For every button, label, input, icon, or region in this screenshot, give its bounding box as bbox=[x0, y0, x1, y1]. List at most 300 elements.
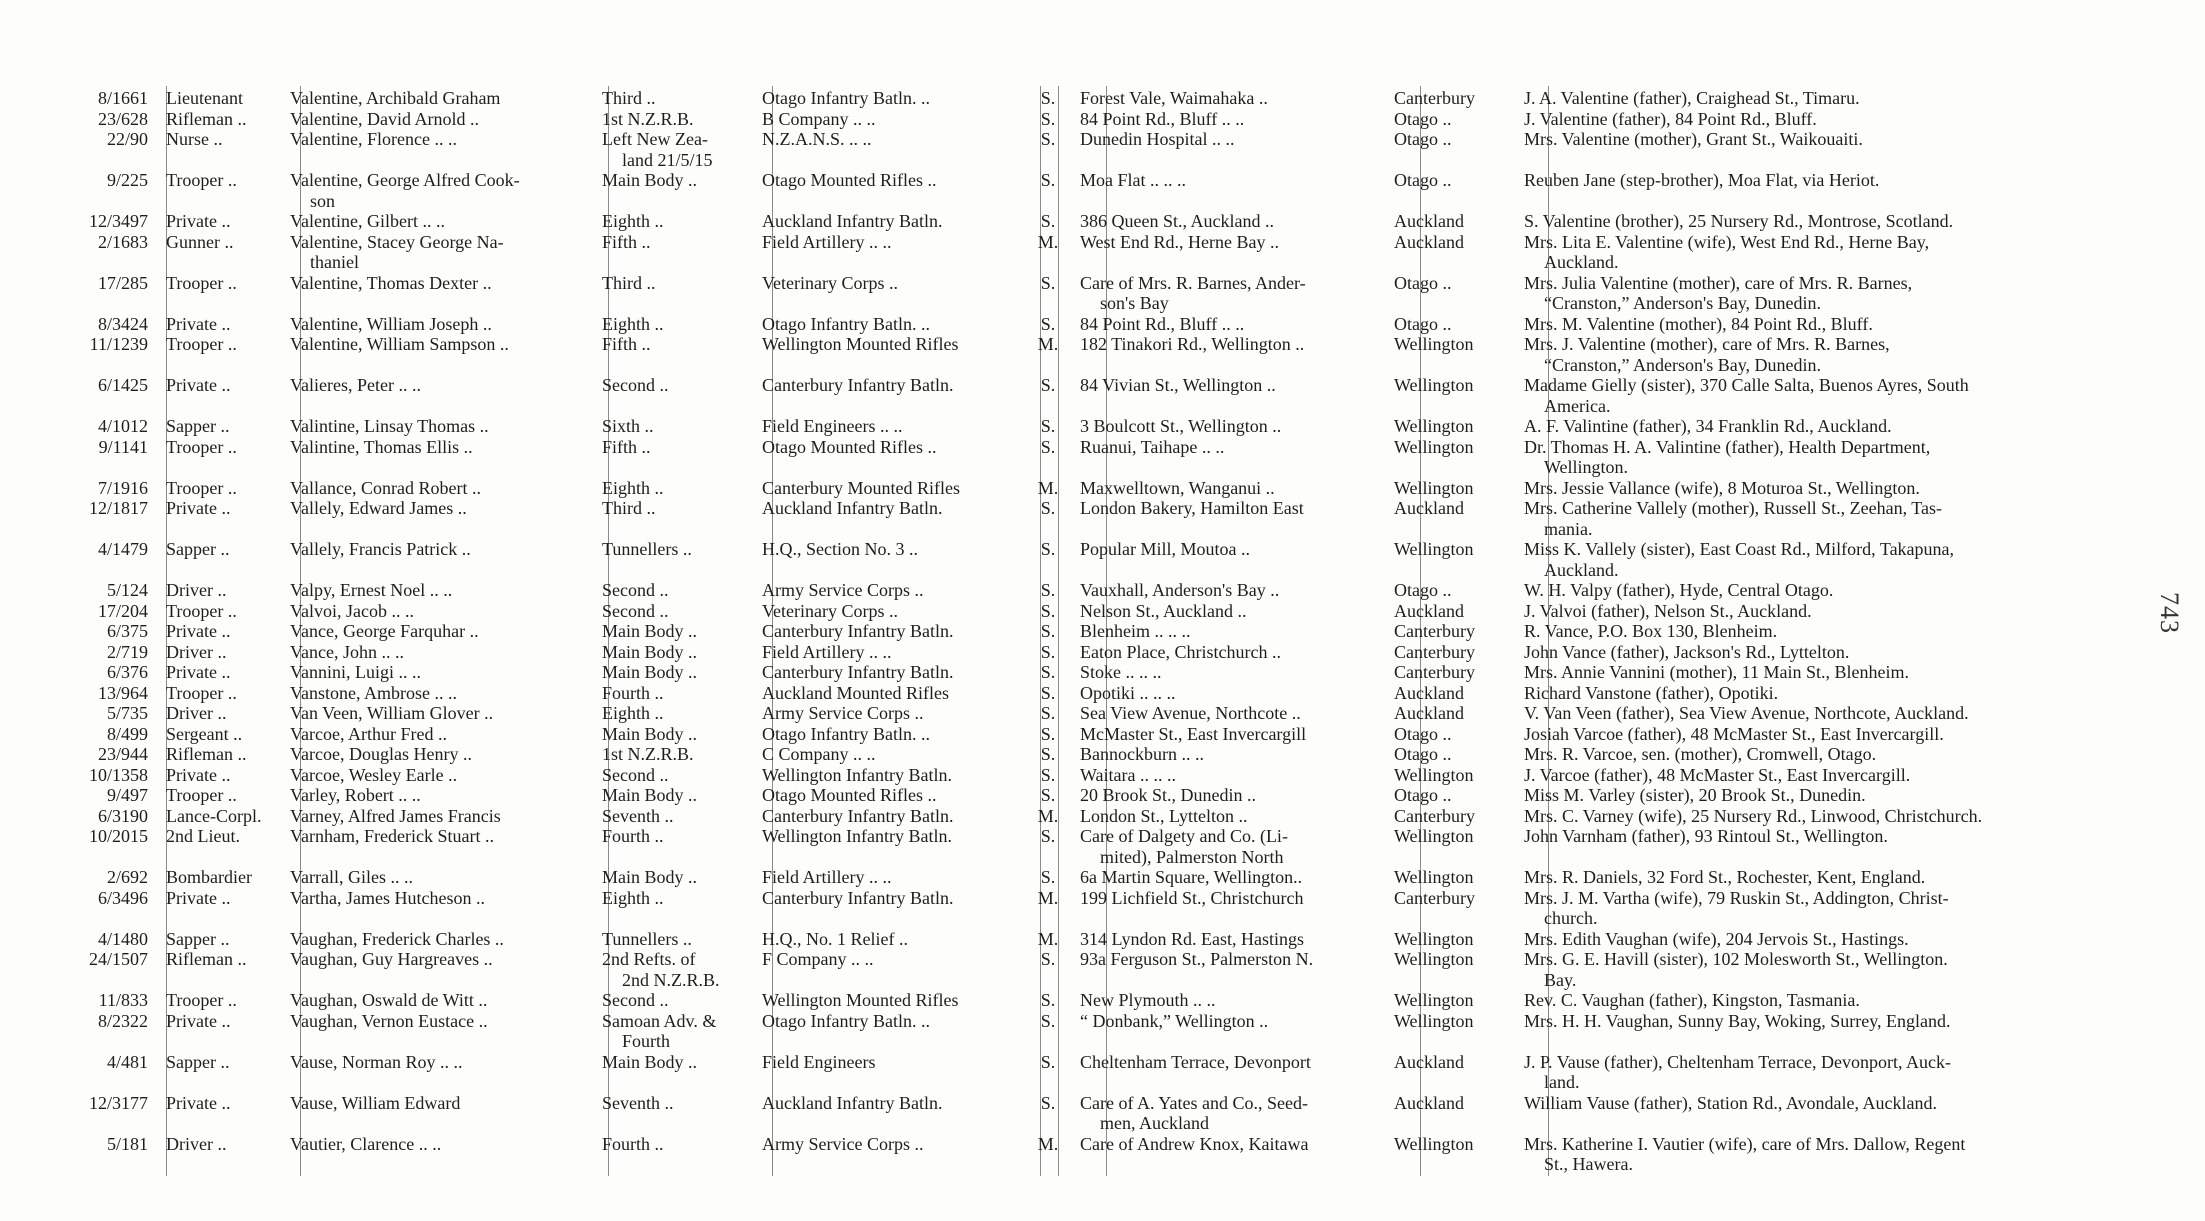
corps bbox=[754, 683, 1022, 704]
corps bbox=[754, 724, 1022, 745]
soldier-name-line: Vaughan, Frederick Charles .. bbox=[290, 928, 504, 949]
last-address bbox=[1072, 929, 1386, 950]
last-address-line: McMaster St., East Invercargill bbox=[1080, 723, 1307, 744]
district: Wellington bbox=[1394, 477, 1474, 498]
last-address-line: Maxwelltown, Wanganui .. bbox=[1080, 477, 1275, 498]
last-address-line: Popular Mill, Moutoa .. bbox=[1080, 539, 1250, 559]
soldier-name bbox=[282, 867, 594, 888]
regimental-number: 22/90 bbox=[106, 129, 148, 149]
district: Otago .. bbox=[1394, 744, 1452, 764]
soldier-name bbox=[282, 314, 594, 335]
table-row bbox=[66, 170, 2086, 211]
next-of-kin bbox=[1516, 785, 2086, 806]
unit-line: Fourth .. bbox=[602, 682, 664, 703]
regimental-number: 6/375 bbox=[106, 621, 148, 641]
regimental-number: 12/1817 bbox=[88, 498, 148, 518]
next-of-kin-line: Auckland. bbox=[1544, 252, 1619, 272]
next-of-kin-line: Rev. C. Vaughan (father), Kingston, Tasmania. bbox=[1524, 990, 1860, 1010]
regimental-number: 24/1507 bbox=[88, 949, 148, 969]
soldier-name bbox=[282, 826, 594, 847]
page-number: 743 bbox=[2155, 592, 2184, 634]
soldier-name-line: Valentine, Thomas Dexter .. bbox=[290, 272, 492, 293]
marital-status: S. bbox=[1040, 498, 1056, 518]
unit bbox=[594, 867, 754, 888]
next-of-kin bbox=[1516, 437, 2086, 478]
unit-line: Main Body .. bbox=[602, 621, 698, 641]
marital-status: S. bbox=[1040, 703, 1056, 723]
regimental-number: 4/1479 bbox=[97, 539, 148, 559]
corps bbox=[754, 109, 1022, 130]
soldier-name bbox=[282, 580, 594, 601]
unit bbox=[594, 1093, 754, 1114]
soldier-name bbox=[282, 703, 594, 724]
unit bbox=[594, 662, 754, 683]
last-address bbox=[1072, 498, 1386, 519]
next-of-kin-line: S. Valentine (brother), 25 Nursery Rd., Montrose, Scotland. bbox=[1524, 211, 1954, 231]
unit bbox=[594, 129, 754, 170]
marital-status: M. bbox=[1037, 805, 1059, 826]
corps bbox=[754, 867, 1022, 888]
marital-status: M. bbox=[1037, 334, 1059, 354]
rank: Trooper .. bbox=[166, 334, 237, 354]
next-of-kin bbox=[1516, 949, 2086, 990]
unit bbox=[594, 949, 754, 990]
last-address bbox=[1072, 765, 1386, 786]
rank: Private .. bbox=[166, 375, 231, 395]
last-address-line: 386 Queen St., Auckland .. bbox=[1080, 211, 1274, 231]
last-address bbox=[1072, 785, 1386, 806]
unit-line: land 21/5/15 bbox=[622, 149, 713, 170]
last-address bbox=[1072, 437, 1386, 458]
next-of-kin bbox=[1516, 683, 2086, 704]
next-of-kin-line: Mrs. Katherine I. Vautier (wife), care of Mrs. Dallow, Regent bbox=[1524, 1133, 1966, 1154]
table-row bbox=[66, 621, 2086, 642]
last-address bbox=[1072, 888, 1386, 909]
next-of-kin bbox=[1516, 826, 2086, 847]
soldier-name-line: Vautier, Clarence .. .. bbox=[290, 1133, 442, 1154]
unit bbox=[594, 539, 754, 560]
table-row bbox=[66, 703, 2086, 724]
district: Canterbury bbox=[1394, 662, 1475, 682]
next-of-kin-line: John Varnham (father), 93 Rintoul St., Wellington. bbox=[1524, 826, 1888, 846]
last-address-line: Eaton Place, Christchurch .. bbox=[1080, 641, 1281, 662]
soldier-name bbox=[282, 990, 594, 1011]
last-address bbox=[1072, 642, 1386, 663]
rank: Trooper .. bbox=[166, 170, 237, 190]
soldier-name bbox=[282, 498, 594, 519]
last-address bbox=[1072, 1134, 1386, 1155]
next-of-kin-line: Mrs. R. Varcoe, sen. (mother), Cromwell, Otago. bbox=[1524, 744, 1877, 764]
rank: Rifleman .. bbox=[166, 108, 247, 129]
soldier-name bbox=[282, 437, 594, 458]
soldier-name bbox=[282, 478, 594, 499]
next-of-kin-line: J. Valvoi (father), Nelson St., Auckland. bbox=[1524, 600, 1812, 621]
corps-line: Canterbury Infantry Batln. bbox=[762, 887, 954, 908]
corps bbox=[754, 744, 1022, 765]
next-of-kin bbox=[1516, 478, 2086, 499]
soldier-name bbox=[282, 683, 594, 704]
next-of-kin bbox=[1516, 601, 2086, 622]
district: Wellington bbox=[1394, 1010, 1474, 1031]
corps-line: Army Service Corps .. bbox=[762, 703, 924, 723]
district: Wellington bbox=[1394, 949, 1474, 969]
last-address bbox=[1072, 990, 1386, 1011]
last-address bbox=[1072, 703, 1386, 724]
last-address bbox=[1072, 478, 1386, 499]
regimental-number: 2/1683 bbox=[97, 231, 148, 252]
regimental-number: 2/692 bbox=[106, 867, 148, 887]
soldier-name-line: Vallely, Edward James .. bbox=[290, 498, 467, 518]
next-of-kin bbox=[1516, 170, 2086, 191]
district: Otago .. bbox=[1394, 580, 1452, 600]
last-address bbox=[1072, 273, 1386, 314]
unit-line: Eighth .. bbox=[602, 477, 664, 498]
next-of-kin bbox=[1516, 724, 2086, 745]
district: Otago .. bbox=[1394, 313, 1452, 334]
rank: Lieutenant bbox=[166, 88, 243, 108]
soldier-name bbox=[282, 785, 594, 806]
next-of-kin bbox=[1516, 129, 2086, 150]
rank: 2nd Lieut. bbox=[166, 826, 240, 846]
last-address bbox=[1072, 601, 1386, 622]
soldier-name-line: Valentine, William Joseph .. bbox=[290, 313, 492, 334]
soldier-name-line: Vance, John .. .. bbox=[290, 641, 404, 662]
corps bbox=[754, 498, 1022, 519]
table-row bbox=[66, 129, 2086, 170]
unit-line: Third .. bbox=[602, 88, 656, 108]
corps-line: Army Service Corps .. bbox=[762, 1133, 924, 1154]
marital-status: S. bbox=[1040, 826, 1056, 846]
unit-line: Main Body .. bbox=[602, 723, 698, 744]
nominal-roll-table bbox=[66, 88, 2086, 1175]
soldier-name-line: Vannini, Luigi .. .. bbox=[290, 662, 421, 682]
unit bbox=[594, 929, 754, 950]
rank: Sapper .. bbox=[166, 928, 230, 949]
marital-status: S. bbox=[1040, 108, 1056, 129]
unit bbox=[594, 478, 754, 499]
regimental-number: 12/3497 bbox=[88, 211, 148, 231]
unit bbox=[594, 683, 754, 704]
regimental-number: 7/1916 bbox=[97, 477, 148, 498]
last-address-line: Care of Andrew Knox, Kaitawa bbox=[1080, 1133, 1309, 1154]
regimental-number: 9/497 bbox=[106, 785, 148, 805]
corps-line: Canterbury Mounted Rifles bbox=[762, 477, 960, 498]
marital-status: M. bbox=[1037, 477, 1059, 498]
next-of-kin-line: Dr. Thomas H. A. Valintine (father), Health Department, bbox=[1524, 436, 1931, 457]
marital-status: S. bbox=[1040, 785, 1056, 805]
regimental-number: 10/2015 bbox=[88, 826, 148, 846]
marital-status: S. bbox=[1040, 88, 1056, 108]
corps-line: Otago Infantry Batln. .. bbox=[762, 1010, 930, 1031]
district: Wellington bbox=[1394, 375, 1474, 395]
unit-line: Tunnellers .. bbox=[602, 928, 692, 949]
corps bbox=[754, 662, 1022, 683]
table-row bbox=[66, 1011, 2086, 1052]
next-of-kin-line: Mrs. M. Valentine (mother), 84 Point Rd., Bluff. bbox=[1524, 313, 1873, 334]
soldier-name bbox=[282, 375, 594, 396]
unit-line: 2nd N.Z.R.B. bbox=[622, 969, 720, 990]
district: Otago .. bbox=[1394, 272, 1452, 293]
regimental-number: 6/3190 bbox=[97, 805, 148, 826]
next-of-kin bbox=[1516, 642, 2086, 663]
corps-line: Field Artillery .. .. bbox=[762, 867, 892, 887]
last-address-line: 84 Point Rd., Bluff .. .. bbox=[1080, 108, 1245, 129]
rank: Trooper .. bbox=[166, 682, 237, 703]
next-of-kin-line: Mrs. C. Varney (wife), 25 Nursery Rd., Linwood, Christchurch. bbox=[1524, 805, 1983, 826]
regimental-number: 23/944 bbox=[97, 744, 148, 764]
next-of-kin-line: Reuben Jane (step-brother), Moa Flat, via Heriot. bbox=[1524, 170, 1880, 190]
unit-line: Eighth .. bbox=[602, 887, 664, 908]
unit-line: Main Body .. bbox=[602, 785, 698, 805]
district: Canterbury bbox=[1394, 887, 1475, 908]
corps-line: Field Engineers .. .. bbox=[762, 416, 903, 436]
next-of-kin bbox=[1516, 1011, 2086, 1032]
table-row bbox=[66, 990, 2086, 1011]
soldier-name-line: Valentine, Archibald Graham bbox=[290, 88, 501, 108]
corps bbox=[754, 929, 1022, 950]
rank: Trooper .. bbox=[166, 477, 237, 498]
unit-line: Main Body .. bbox=[602, 867, 698, 887]
unit-line: Second .. bbox=[602, 990, 669, 1010]
district: Wellington bbox=[1394, 928, 1474, 949]
corps bbox=[754, 806, 1022, 827]
next-of-kin-line: V. Van Veen (father), Sea View Avenue, Northcote, Auckland. bbox=[1524, 703, 1969, 723]
soldier-name bbox=[282, 273, 594, 294]
marital-status: S. bbox=[1040, 682, 1056, 703]
corps bbox=[754, 949, 1022, 970]
soldier-name-line: Varcoe, Wesley Earle .. bbox=[290, 764, 458, 785]
marital-status: S. bbox=[1040, 990, 1056, 1010]
next-of-kin bbox=[1516, 1134, 2086, 1175]
last-address-line: “ Donbank,” Wellington .. bbox=[1080, 1010, 1269, 1031]
unit bbox=[594, 1011, 754, 1052]
rank: Private .. bbox=[166, 498, 231, 518]
rank: Sapper .. bbox=[166, 416, 230, 436]
next-of-kin-line: J. A. Valentine (father), Craighead St., Timaru. bbox=[1524, 88, 1860, 108]
corps-line: Auckland Infantry Batln. bbox=[762, 1092, 943, 1113]
marital-status: S. bbox=[1040, 600, 1056, 621]
corps-line: Otago Infantry Batln. .. bbox=[762, 723, 930, 744]
rank: Trooper .. bbox=[166, 436, 237, 457]
soldier-name-line: Vance, George Farquhar .. bbox=[290, 621, 479, 641]
soldier-name-line: Vaughan, Guy Hargreaves .. bbox=[290, 949, 493, 969]
soldier-name-line: Varney, Alfred James Francis bbox=[290, 805, 501, 826]
soldier-name-line: Vaughan, Oswald de Witt .. bbox=[290, 990, 488, 1010]
table-row bbox=[66, 539, 2086, 580]
marital-status: S. bbox=[1040, 313, 1056, 334]
next-of-kin bbox=[1516, 867, 2086, 888]
next-of-kin bbox=[1516, 1052, 2086, 1093]
corps bbox=[754, 437, 1022, 458]
soldier-name bbox=[282, 642, 594, 663]
soldier-name-line: Varrall, Giles .. .. bbox=[290, 867, 413, 887]
corps-line: Canterbury Infantry Batln. bbox=[762, 375, 954, 395]
soldier-name-line: Valentine, William Sampson .. bbox=[290, 334, 509, 354]
next-of-kin-line: Mrs. H. H. Vaughan, Sunny Bay, Woking, Surrey, England. bbox=[1524, 1010, 1951, 1031]
regimental-number: 17/285 bbox=[97, 272, 148, 293]
next-of-kin bbox=[1516, 703, 2086, 724]
district: Otago .. bbox=[1394, 108, 1452, 129]
corps bbox=[754, 990, 1022, 1011]
corps bbox=[754, 416, 1022, 437]
next-of-kin bbox=[1516, 929, 2086, 950]
soldier-name-line: Varcoe, Arthur Fred .. bbox=[290, 723, 447, 744]
last-address-line: 84 Point Rd., Bluff .. .. bbox=[1080, 313, 1245, 334]
next-of-kin-line: Mrs. J. Valentine (mother), care of Mrs. R. Barnes, bbox=[1524, 334, 1890, 354]
corps-line: Veterinary Corps .. bbox=[762, 272, 898, 293]
table-row bbox=[66, 232, 2086, 273]
last-address-line: Ruanui, Taihape .. .. bbox=[1080, 436, 1225, 457]
corps-line: Wellington Mounted Rifles bbox=[762, 990, 959, 1010]
marital-status: S. bbox=[1040, 641, 1056, 662]
regimental-number: 6/1425 bbox=[97, 375, 148, 395]
marital-status: S. bbox=[1040, 129, 1056, 149]
marital-status: M. bbox=[1037, 1133, 1059, 1154]
unit bbox=[594, 826, 754, 847]
corps bbox=[754, 478, 1022, 499]
corps bbox=[754, 232, 1022, 253]
table-row bbox=[66, 334, 2086, 375]
last-address bbox=[1072, 88, 1386, 109]
corps bbox=[754, 888, 1022, 909]
unit bbox=[594, 314, 754, 335]
unit bbox=[594, 170, 754, 191]
district: Auckland bbox=[1394, 211, 1464, 231]
last-address bbox=[1072, 580, 1386, 601]
soldier-name bbox=[282, 1134, 594, 1155]
rank: Private .. bbox=[166, 313, 231, 334]
soldier-name bbox=[282, 724, 594, 745]
last-address-line: 3 Boulcott St., Wellington .. bbox=[1080, 416, 1282, 436]
table-row bbox=[66, 88, 2086, 109]
next-of-kin bbox=[1516, 580, 2086, 601]
last-address-line: 314 Lyndon Rd. East, Hastings bbox=[1080, 928, 1304, 949]
last-address-line: Waitara .. .. .. bbox=[1080, 764, 1177, 785]
corps bbox=[754, 129, 1022, 150]
next-of-kin bbox=[1516, 109, 2086, 130]
unit-line: Second .. bbox=[602, 375, 669, 395]
corps bbox=[754, 375, 1022, 396]
unit-line: Third .. bbox=[602, 272, 656, 293]
corps bbox=[754, 785, 1022, 806]
marital-status: S. bbox=[1040, 949, 1056, 969]
next-of-kin-line: Bay. bbox=[1544, 969, 1577, 990]
next-of-kin-line: Richard Vanstone (father), Opotiki. bbox=[1524, 682, 1779, 703]
table-row bbox=[66, 314, 2086, 335]
marital-status: S. bbox=[1040, 375, 1056, 395]
unit bbox=[594, 703, 754, 724]
rank: Driver .. bbox=[166, 641, 227, 662]
marital-status: S. bbox=[1040, 723, 1056, 744]
last-address-line: London St., Lyttelton .. bbox=[1080, 805, 1248, 826]
rank: Trooper .. bbox=[166, 785, 237, 805]
marital-status: S. bbox=[1040, 211, 1056, 231]
unit-line: Main Body .. bbox=[602, 641, 698, 662]
last-address-line: Care of Dalgety and Co. (Li- bbox=[1080, 826, 1288, 846]
regimental-number: 6/376 bbox=[106, 662, 148, 682]
last-address-line: Bannockburn .. .. bbox=[1080, 744, 1204, 764]
last-address-line: 182 Tinakori Rd., Wellington .. bbox=[1080, 334, 1305, 354]
soldier-name-line: Varnham, Frederick Stuart .. bbox=[290, 826, 494, 846]
last-address-line: Cheltenham Terrace, Devonport bbox=[1080, 1051, 1311, 1072]
table-row bbox=[66, 683, 2086, 704]
soldier-name-line: Vause, William Edward bbox=[290, 1092, 461, 1113]
regimental-number: 11/833 bbox=[98, 990, 148, 1010]
last-address bbox=[1072, 539, 1386, 560]
table-row bbox=[66, 1093, 2086, 1134]
next-of-kin-line: A. F. Valintine (father), 34 Franklin Rd., Auckland. bbox=[1524, 416, 1892, 436]
corps-line: Field Engineers bbox=[762, 1051, 876, 1072]
district: Auckland bbox=[1394, 231, 1464, 252]
last-address bbox=[1072, 232, 1386, 253]
last-address bbox=[1072, 1011, 1386, 1032]
soldier-name bbox=[282, 170, 594, 211]
corps-line: H.Q., Section No. 3 .. bbox=[762, 539, 918, 559]
soldier-name-line: Vanstone, Ambrose .. .. bbox=[290, 682, 457, 703]
regimental-number: 5/735 bbox=[106, 703, 148, 723]
last-address bbox=[1072, 109, 1386, 130]
district: Wellington bbox=[1394, 764, 1474, 785]
last-address-line: mited), Palmerston North bbox=[1100, 846, 1284, 867]
last-address bbox=[1072, 170, 1386, 191]
regimental-number: 10/1358 bbox=[88, 764, 148, 785]
next-of-kin bbox=[1516, 1093, 2086, 1114]
soldier-name bbox=[282, 232, 594, 273]
next-of-kin bbox=[1516, 888, 2086, 929]
next-of-kin-line: Mrs. Jessie Vallance (wife), 8 Moturoa St., Wellington. bbox=[1524, 477, 1920, 498]
last-address-line: 93a Ferguson St., Palmerston N. bbox=[1080, 949, 1314, 969]
next-of-kin-line: Miss M. Varley (sister), 20 Brook St., Dunedin. bbox=[1524, 785, 1866, 805]
last-address-line: men, Auckland bbox=[1100, 1113, 1209, 1133]
next-of-kin-line: Madame Gielly (sister), 370 Calle Salta, Buenos Ayres, South bbox=[1524, 375, 1969, 395]
corps-line: Otago Mounted Rifles .. bbox=[762, 436, 937, 457]
next-of-kin bbox=[1516, 539, 2086, 580]
regimental-number: 9/225 bbox=[106, 170, 148, 190]
soldier-name-line: Varcoe, Douglas Henry .. bbox=[290, 744, 472, 764]
marital-status: S. bbox=[1040, 170, 1056, 190]
next-of-kin-line: Mrs. Lita E. Valentine (wife), West End Rd., Herne Bay, bbox=[1524, 231, 1930, 252]
table-row bbox=[66, 580, 2086, 601]
district: Wellington bbox=[1394, 416, 1474, 436]
marital-status: M. bbox=[1037, 887, 1059, 908]
next-of-kin-line: Miss K. Vallely (sister), East Coast Rd., Milford, Takapuna, bbox=[1524, 539, 1955, 559]
next-of-kin-line: Mrs. J. M. Vartha (wife), 79 Ruskin St., Addington, Christ- bbox=[1524, 887, 1949, 908]
rank: Driver .. bbox=[166, 703, 227, 723]
unit bbox=[594, 888, 754, 909]
marital-status: S. bbox=[1040, 1051, 1056, 1072]
regimental-number: 5/181 bbox=[106, 1133, 148, 1154]
next-of-kin bbox=[1516, 990, 2086, 1011]
unit bbox=[594, 437, 754, 458]
next-of-kin-line: Mrs. R. Daniels, 32 Ford St., Rochester, Kent, England. bbox=[1524, 867, 1926, 887]
soldier-name-line: Valintine, Thomas Ellis .. bbox=[290, 436, 473, 457]
unit bbox=[594, 1134, 754, 1155]
next-of-kin-line: J. P. Vause (father), Cheltenham Terrace, Devonport, Auck- bbox=[1524, 1051, 1951, 1072]
next-of-kin bbox=[1516, 621, 2086, 642]
next-of-kin-line: Josiah Varcoe (father), 48 McMaster St., East Invercargill. bbox=[1524, 723, 1944, 744]
district: Auckland bbox=[1394, 1092, 1464, 1113]
last-address-line: Nelson St., Auckland .. bbox=[1080, 600, 1247, 621]
last-address bbox=[1072, 129, 1386, 150]
table-row bbox=[66, 437, 2086, 478]
unit-line: Left New Zea- bbox=[602, 129, 708, 149]
next-of-kin-line: William Vause (father), Station Rd., Avondale, Auckland. bbox=[1524, 1092, 1938, 1113]
table-row bbox=[66, 929, 2086, 950]
regimental-number: 2/719 bbox=[106, 641, 148, 662]
corps-line: Otago Mounted Rifles .. bbox=[762, 170, 937, 190]
rank: Gunner .. bbox=[166, 231, 234, 252]
next-of-kin bbox=[1516, 314, 2086, 335]
